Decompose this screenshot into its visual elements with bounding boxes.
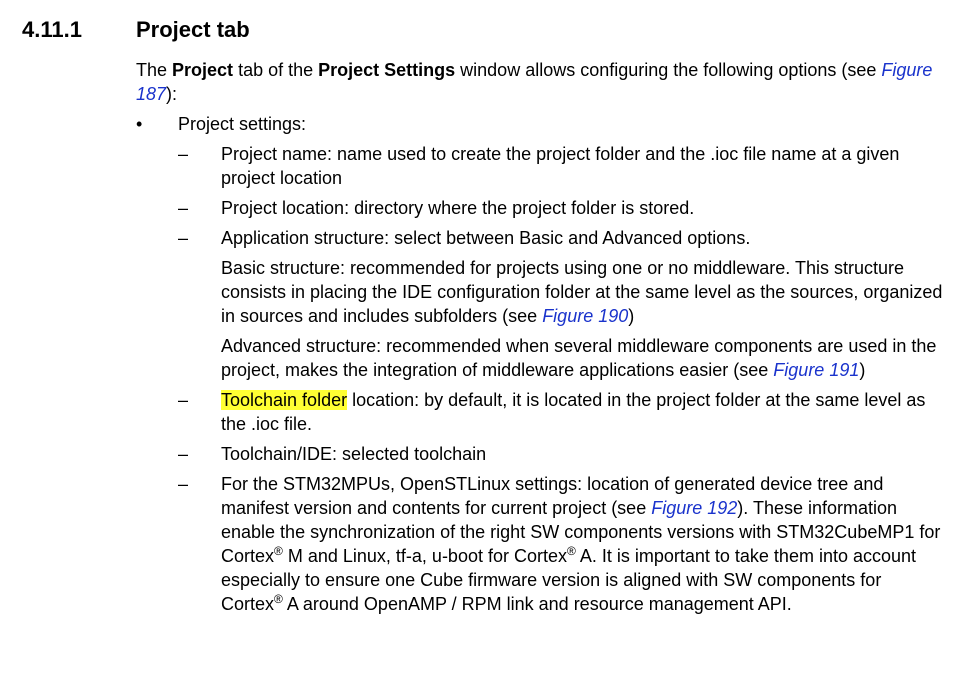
- bullet-mark: •: [136, 114, 143, 134]
- item-project-location: [136, 196, 946, 220]
- item-project-name: [136, 142, 946, 190]
- item-text: Toolchain/IDE: selected toolchain: [221, 444, 487, 464]
- section-number: 4.11.1: [22, 17, 82, 42]
- figure-190-link[interactable]: Figure 190: [542, 306, 629, 326]
- advanced-structure-text: Advanced structure: recommended when several middleware components are used in the project, makes the integration of middleware applications easier (see: [221, 336, 937, 380]
- item-text: Project location: directory where the project folder is stored.: [221, 198, 695, 218]
- advanced-structure-end: ): [859, 360, 866, 380]
- basic-structure-paragraph: [136, 256, 946, 328]
- intro-paragraph: [136, 58, 946, 106]
- registered-mark: ®: [274, 592, 283, 606]
- item-text: A. It is important to take them into account especially to ensure one Cube firmware version is aligned with SW components for Cortex: [221, 546, 917, 614]
- item-application-structure: [136, 226, 946, 250]
- item-text: ). These information enable the synchronization of the right SW components versions with STM32CubeMP1 for Cortex: [221, 498, 941, 566]
- toolchain-folder-highlight: Toolchain folder: [221, 390, 348, 410]
- section-heading: [22, 16, 250, 44]
- item-text: Project name: name used to create the project folder and the .ioc file name at a given project location: [221, 144, 900, 188]
- item-text: Application structure: select between Basic and Advanced options.: [221, 228, 751, 248]
- intro-text: window allows configuring the following options (see: [455, 60, 882, 80]
- dash-mark: –: [178, 228, 189, 248]
- item-openstlinux-settings: [136, 472, 946, 616]
- intro-text: tab of the: [233, 60, 319, 80]
- section-title: Project tab: [136, 17, 250, 42]
- intro-text: ):: [166, 84, 178, 104]
- bullet-project-settings: [136, 112, 946, 136]
- intro-text: The: [136, 60, 173, 80]
- item-text: A around OpenAMP / RPM link and resource management API.: [282, 594, 792, 614]
- intro-bold-project: Project: [172, 60, 234, 80]
- basic-structure-text: Basic structure: recommended for projects using one or no middleware. This structure consists in placing the IDE configuration folder at the same level as the sources, organized in sources and includes subfolders (see: [221, 258, 943, 326]
- item-toolchain-ide: [136, 442, 946, 466]
- dash-mark: –: [178, 144, 189, 164]
- basic-structure-end: ): [628, 306, 635, 326]
- dash-mark: –: [178, 474, 189, 494]
- dash-mark: –: [178, 198, 189, 218]
- dash-mark: –: [178, 444, 189, 464]
- dash-mark: –: [178, 390, 189, 410]
- figure-191-link[interactable]: Figure 191: [773, 360, 860, 380]
- bullet-label: Project settings:: [178, 114, 307, 134]
- item-text: location: by default, it is located in the project folder at the same level as the .ioc file.: [221, 390, 926, 434]
- figure-192-link[interactable]: Figure 192: [651, 498, 738, 518]
- advanced-structure-paragraph: [136, 334, 946, 382]
- section-body: [136, 58, 946, 622]
- item-toolchain-folder: [136, 388, 946, 436]
- registered-mark: ®: [274, 544, 283, 558]
- item-text: For the STM32MPUs, OpenSTLinux settings: location of generated device tree and manifest version and contents for current project (see: [221, 474, 884, 518]
- item-text: M and Linux, tf-a, u-boot for Cortex: [282, 546, 567, 566]
- figure-187-link[interactable]: Figure 187: [136, 60, 933, 104]
- registered-mark: ®: [567, 544, 576, 558]
- intro-bold-project-settings: Project Settings: [318, 60, 456, 80]
